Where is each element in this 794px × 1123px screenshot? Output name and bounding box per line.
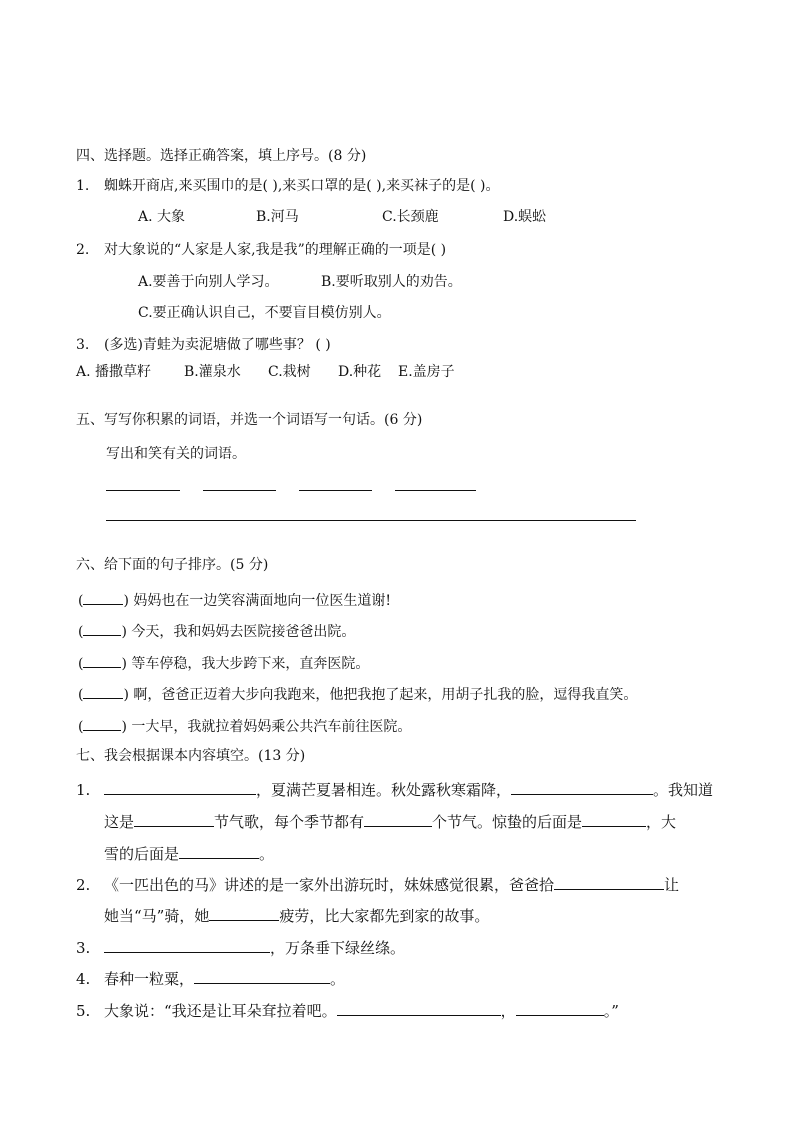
close-paren: ): [123, 687, 129, 703]
fill-blank[interactable]: [364, 810, 432, 827]
question-text: 春种一粒粟，: [104, 970, 195, 988]
question-text: ，: [500, 1002, 516, 1020]
question-text: 。: [330, 970, 346, 988]
question-text: 让: [664, 876, 680, 894]
open-paren: (: [78, 656, 84, 672]
sentence-item: [78, 588, 391, 611]
option-b: B.要听取别人的劝告。: [321, 274, 462, 290]
sentence-blank[interactable]: [106, 520, 636, 521]
question-7-1: [76, 778, 713, 800]
question-text: 她当“马”骑，她: [104, 907, 210, 925]
fill-blank[interactable]: [104, 778, 256, 795]
question-text: 。: [259, 845, 275, 863]
fill-blank[interactable]: [209, 904, 279, 921]
sentence-text: 今天，我和妈妈去医院接爸爸出院。: [131, 624, 356, 640]
option-c: C.要正确认识自己，不要盲目模仿别人。: [138, 305, 391, 321]
open-paren: (: [78, 624, 84, 640]
question-7-2: [76, 873, 679, 895]
fill-blank[interactable]: [582, 810, 646, 827]
word-blank[interactable]: [203, 490, 276, 491]
sentence-text: 妈妈也在一边笑容满面地向一位医生道谢!: [133, 593, 392, 609]
fill-blank[interactable]: [194, 967, 330, 984]
option-a: A. 大象: [138, 209, 186, 225]
close-paren: ): [123, 593, 129, 609]
section-7-title: 七、我会根据课本内容填空。(13 分): [76, 748, 306, 764]
fill-blank[interactable]: [134, 810, 214, 827]
sentence-text: 一大早，我就拉着妈妈乘公共汽车前往医院。: [131, 719, 412, 735]
question-text: 疲劳，比大家都先到家的故事。: [279, 907, 490, 925]
order-blank[interactable]: [83, 714, 121, 731]
section-4-title: 四、选择题。选择正确答案，填上序号。(8 分): [76, 148, 367, 164]
question-number: 1.: [76, 781, 91, 799]
order-blank[interactable]: [83, 682, 123, 699]
fill-blank[interactable]: [179, 842, 259, 859]
fill-blank[interactable]: [104, 936, 270, 953]
fill-blank[interactable]: [511, 778, 653, 795]
sentence-item: [78, 682, 637, 705]
question-text: 节气歌，每个季节都有: [214, 813, 365, 831]
fill-blank[interactable]: [554, 873, 664, 890]
question-text: 。”: [603, 1002, 619, 1020]
question-text: 蜘蛛开商店,来买围巾的是( ),来买口罩的是( ),来买袜子的是( )。: [104, 178, 500, 194]
option-c: C.长颈鹿: [382, 209, 439, 225]
option-d: D.蜈蚣: [503, 209, 547, 225]
question-7-1-cont: [104, 810, 676, 832]
section-5-prompt: 写出和笑有关的词语。: [106, 446, 246, 462]
close-paren: ): [121, 656, 127, 672]
open-paren: (: [78, 719, 84, 735]
question-number: 1.: [76, 178, 90, 194]
question-text: 对大象说的“人家是人家,我是我”的理解正确的一项是( ): [104, 242, 447, 258]
option-b: B.河马: [256, 209, 299, 225]
sentence-item: [78, 619, 355, 642]
question-text: 大象说：“我还是让耳朵耷拉着吧。: [104, 1002, 337, 1020]
order-blank[interactable]: [83, 651, 121, 668]
word-blank[interactable]: [299, 490, 372, 491]
fill-blank[interactable]: [337, 999, 501, 1016]
question-text: (多选)青蛙为卖泥塘做了哪些事？ ( ): [104, 337, 331, 353]
question-7-2-cont: [104, 904, 489, 926]
sentence-text: 等车停稳，我大步跨下来，直奔医院。: [131, 656, 370, 672]
open-paren: (: [78, 687, 84, 703]
order-blank[interactable]: [83, 619, 121, 636]
option-c: C.栽树: [268, 364, 311, 380]
question-number: 2.: [76, 876, 91, 894]
question-4-2: [76, 240, 446, 260]
question-7-5: [76, 999, 619, 1021]
fill-blank[interactable]: [516, 999, 604, 1016]
question-7-4: [76, 967, 345, 989]
question-number: 5.: [76, 1002, 91, 1020]
option-a: A.要善于向别人学习。: [138, 274, 279, 290]
section-6-title: 六、给下面的句子排序。(5 分): [76, 557, 269, 573]
option-b: B.灌泉水: [184, 364, 241, 380]
question-number: 2.: [76, 242, 90, 258]
order-blank[interactable]: [83, 588, 123, 605]
section-5-title: 五、写写你积累的词语，并选一个词语写一句话。(6 分): [76, 412, 423, 428]
question-text: ，万条垂下绿丝绦。: [270, 939, 406, 957]
question-4-3: [76, 335, 331, 355]
question-number: 4.: [76, 970, 91, 988]
question-text: 个节气。惊蛰的后面是: [432, 813, 583, 831]
question-text: 雪的后面是: [104, 845, 180, 863]
word-blank[interactable]: [106, 490, 180, 491]
option-e: E.盖房子: [398, 364, 455, 380]
question-number: 3.: [76, 337, 90, 353]
sentence-item: [78, 714, 411, 737]
sentence-text: 啊，爸爸正迈着大步向我跑来，他把我抱了起来，用胡子扎我的脸，逗得我直笑。: [133, 687, 638, 703]
question-text: 《一匹出色的马》讲述的是一家外出游玩时，妹妹感觉很累，爸爸拾: [104, 876, 555, 894]
question-7-3: [76, 936, 405, 958]
question-text: ，夏满芒夏暑相连。秋处露秋寒霜降，: [256, 781, 512, 799]
question-number: 3.: [76, 939, 91, 957]
option-a: A. 播撒草籽: [76, 364, 152, 380]
close-paren: ): [121, 719, 127, 735]
close-paren: ): [121, 624, 127, 640]
question-4-1: [76, 176, 499, 196]
sentence-item: [78, 651, 369, 674]
word-blank[interactable]: [395, 490, 476, 491]
question-7-1-cont2: [104, 842, 274, 864]
question-text: ，大: [646, 813, 677, 831]
question-text: 这是: [104, 813, 135, 831]
question-text: 。我知道: [653, 781, 714, 799]
open-paren: (: [78, 593, 84, 609]
option-d: D.种花: [338, 364, 382, 380]
